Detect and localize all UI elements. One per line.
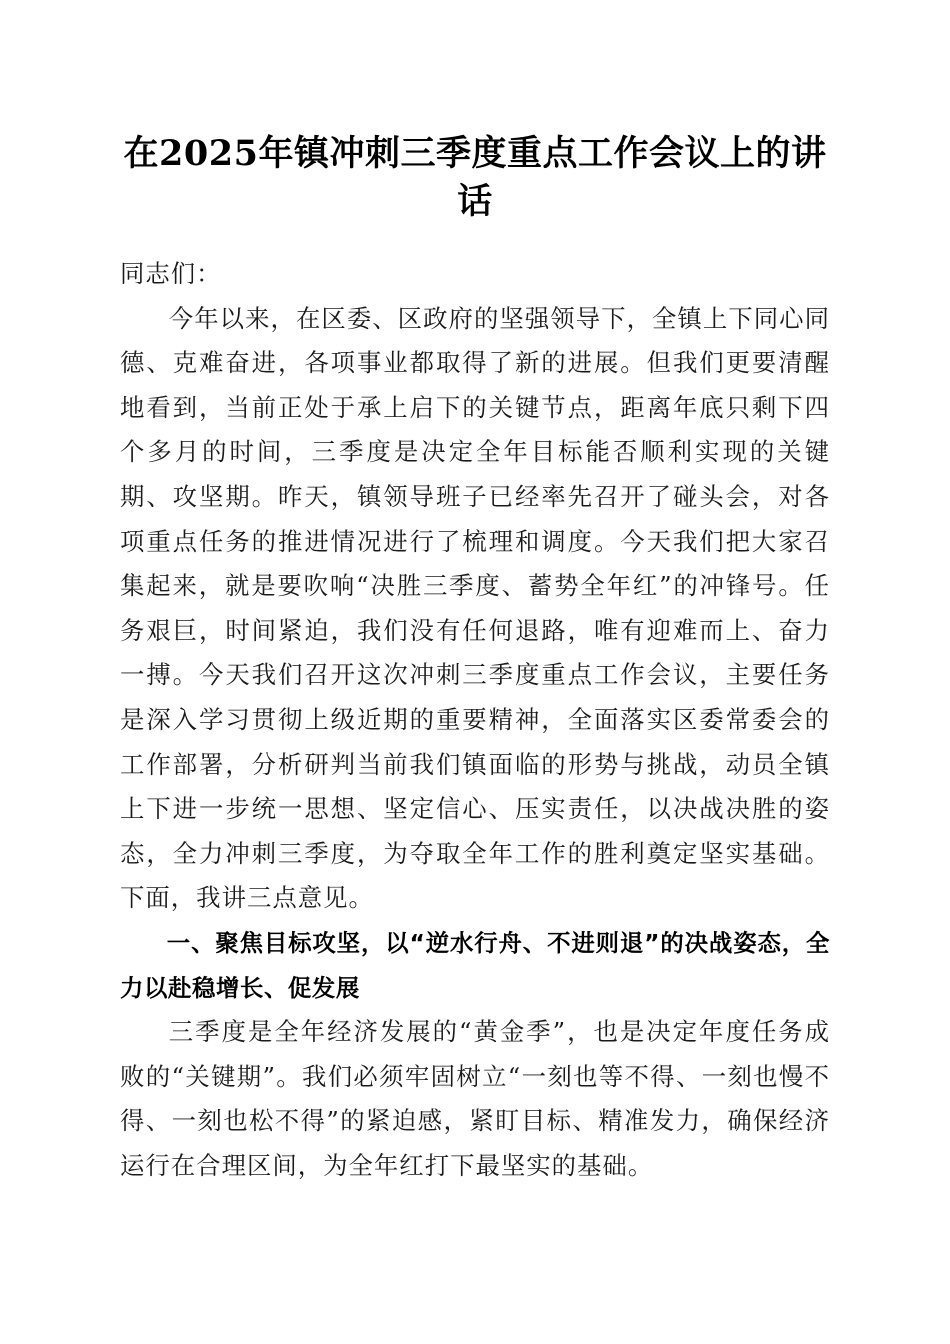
intro-paragraph: 今年以来，在区委、区政府的坚强领导下，全镇上下同心同德、克难奋进，各项事业都取得了新的进展。但我们更要清醒地看到，当前正处于承上启下的关键节点，距离年底只剩下四个多月的时间，三季度是决定全年目标能否顺利实现的关键期、攻坚期。昨天，镇领导班子已经率先召开了碰头会，对各项重点任务的推进情况进行了梳理和调度。今天我们把大家召集起来，就是要吹响“决胜三季度、蓄势全年红”的冲锋号。任务艰巨，时间紧迫，我们没有任何退路，唯有迎难而上、奋力一搏。今天我们召开这次冲刺三季度重点工作会议，主要任务是深入学习贯彻上级近期的重要精神，全面落实区委常委会的工作部署，分析研判当前我们镇面临的形势与挑战，动员全镇上下进一步统一思想、坚定信心、压实责任，以决战决胜的姿态，全力冲刺三季度，为夺取全年工作的胜利奠定坚实基础。下面，我讲三点意见。 — [120, 303, 830, 913]
section-1-paragraph: 三季度是全年经济发展的“黄金季”，也是决定年度任务成败的“关键期”。我们必须牢固树立“一刻也等不得、一刻也慢不得、一刻也松不得”的紧迫感，紧盯目标、精准发力，确保经济运行在合理区间，为全年红打下最坚实的基础。 — [120, 1017, 830, 1180]
document-body — [120, 252, 830, 1188]
section-heading-1: 一、聚焦目标攻坚，以“逆水行舟、不进则退”的决战姿态，全力以赴稳增长、促发展 — [120, 928, 830, 1002]
document-title: 在2025年镇冲刺三季度重点工作会议上的讲话 — [123, 133, 827, 222]
salutation: 同志们： — [120, 259, 222, 288]
